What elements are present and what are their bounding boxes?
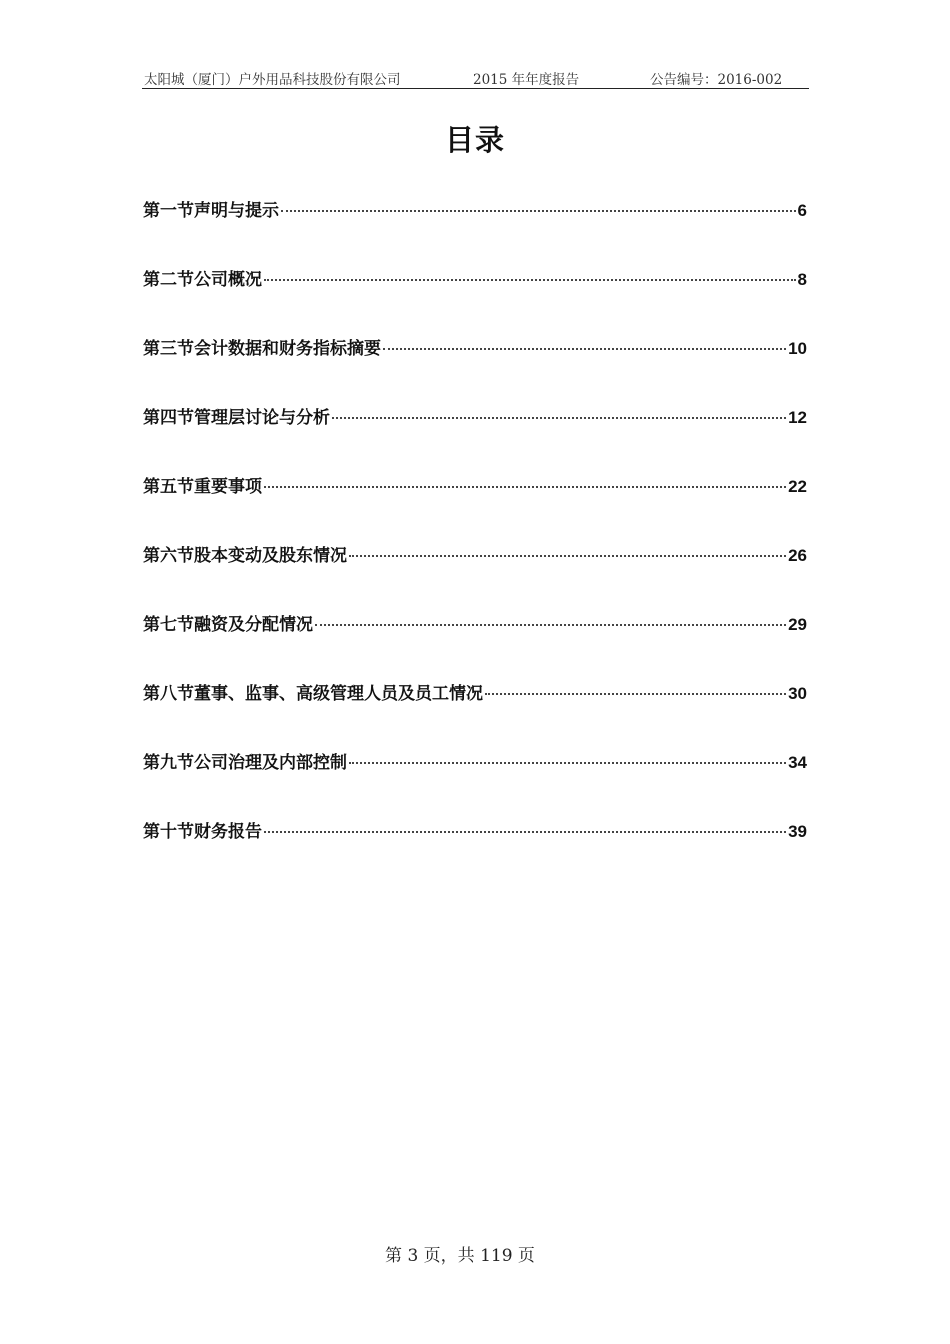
toc-entry[interactable] (143, 403, 807, 472)
toc-entry[interactable] (143, 334, 807, 403)
toc-entry-page: 29 (788, 615, 807, 634)
toc-dot-leader (332, 417, 786, 419)
toc-dot-leader (264, 279, 796, 281)
toc-dot-leader (315, 624, 786, 626)
toc-entry-label: 第六节股本变动及股东情况 (143, 546, 347, 566)
page-title: 目录 (444, 123, 505, 157)
toc-entry-label: 第九节公司治理及内部控制 (143, 753, 347, 773)
toc-entry[interactable] (143, 265, 807, 334)
table-of-contents (143, 196, 807, 886)
toc-dot-leader (281, 210, 796, 212)
toc-entry-page: 12 (788, 408, 807, 427)
toc-entry-label: 第一节声明与提示 (143, 201, 279, 221)
page-footer: 第 3 页，共 119 页 (385, 1246, 535, 1266)
toc-entry-label: 第三节会计数据和财务指标摘要 (143, 339, 381, 359)
toc-entry-page: 30 (788, 684, 807, 703)
toc-dot-leader (264, 831, 786, 833)
toc-entry[interactable] (143, 472, 807, 541)
page-header (142, 66, 809, 89)
toc-entry-label: 第七节融资及分配情况 (143, 615, 313, 635)
toc-dot-leader (349, 555, 786, 557)
toc-entry-page: 26 (788, 546, 807, 565)
toc-entry[interactable] (143, 541, 807, 610)
toc-entry-label: 第四节管理层讨论与分析 (143, 408, 330, 428)
header-report-title: 2015 年年度报告 (473, 72, 580, 88)
toc-entry-page: 34 (788, 753, 807, 772)
toc-dot-leader (264, 486, 786, 488)
toc-entry[interactable] (143, 196, 807, 265)
toc-entry-page: 39 (788, 822, 807, 841)
toc-entry[interactable] (143, 679, 807, 748)
toc-entry-label: 第二节公司概况 (143, 270, 262, 290)
toc-entry-label: 第五节重要事项 (143, 477, 262, 497)
toc-entry-label: 第八节董事、监事、高级管理人员及员工情况 (143, 684, 483, 704)
toc-entry-page: 10 (788, 339, 807, 358)
toc-entry-label: 第十节财务报告 (143, 822, 262, 842)
header-company-name: 太阳城（厦门）户外用品科技股份有限公司 (144, 72, 401, 88)
toc-entry[interactable] (143, 748, 807, 817)
toc-entry-page: 8 (797, 270, 807, 289)
toc-entry[interactable] (143, 610, 807, 679)
toc-entry-page: 22 (788, 477, 807, 496)
toc-dot-leader (349, 762, 786, 764)
toc-dot-leader (485, 693, 786, 695)
toc-entry[interactable] (143, 817, 807, 886)
header-notice-number: 公告编号：2016-002 (650, 72, 783, 88)
toc-entry-page: 6 (797, 201, 807, 220)
toc-dot-leader (383, 348, 786, 350)
